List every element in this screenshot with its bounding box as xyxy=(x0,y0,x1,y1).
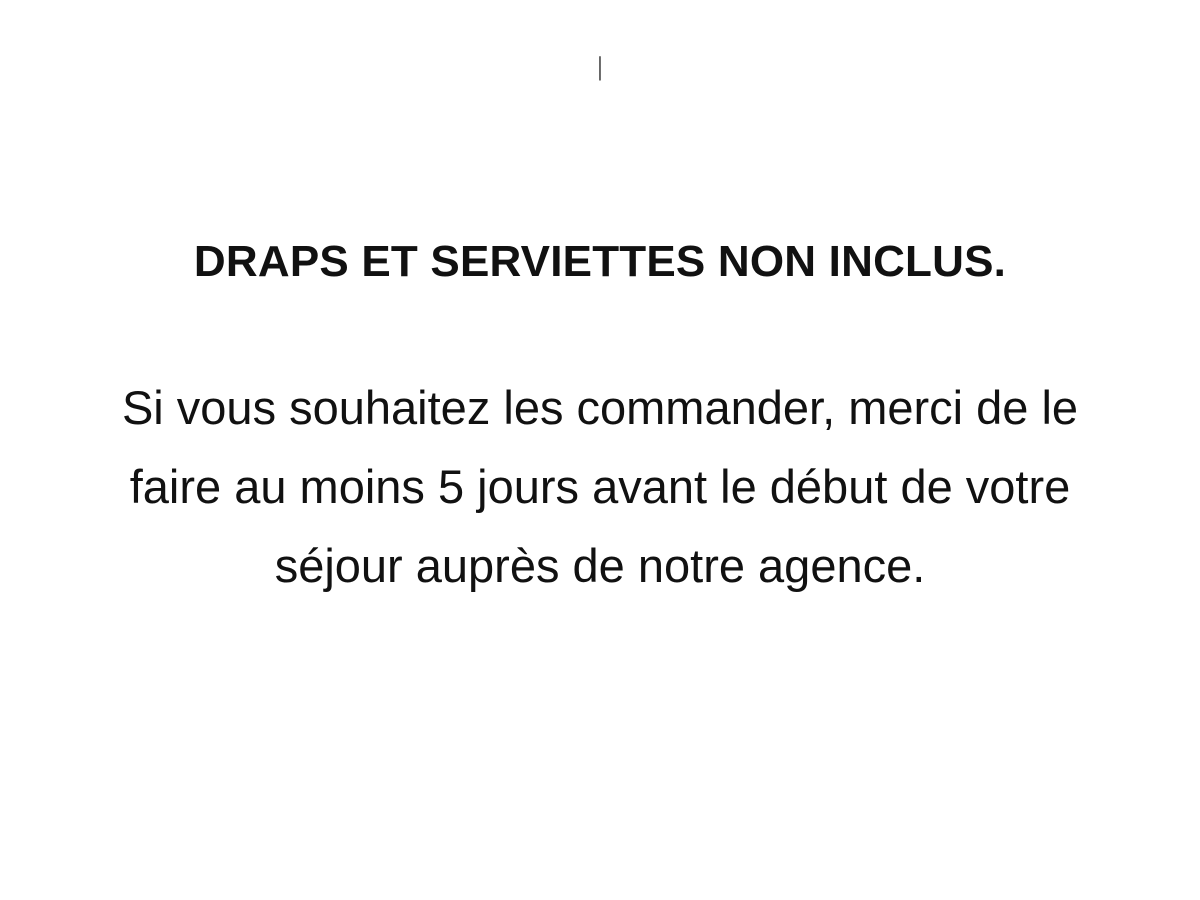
body-line-2: faire au moins 5 jours avant le début de votre xyxy=(129,460,1071,513)
body-line-1: Si vous souhaitez les commander, merci de le xyxy=(121,381,1079,434)
text-cursor-mark: | xyxy=(597,52,603,81)
body-line-3: séjour auprès de notre agence. xyxy=(274,539,926,592)
body-paragraph xyxy=(40,368,1160,605)
page-title: DRAPS ET SERVIETTES NON INCLUS. xyxy=(193,237,1007,287)
